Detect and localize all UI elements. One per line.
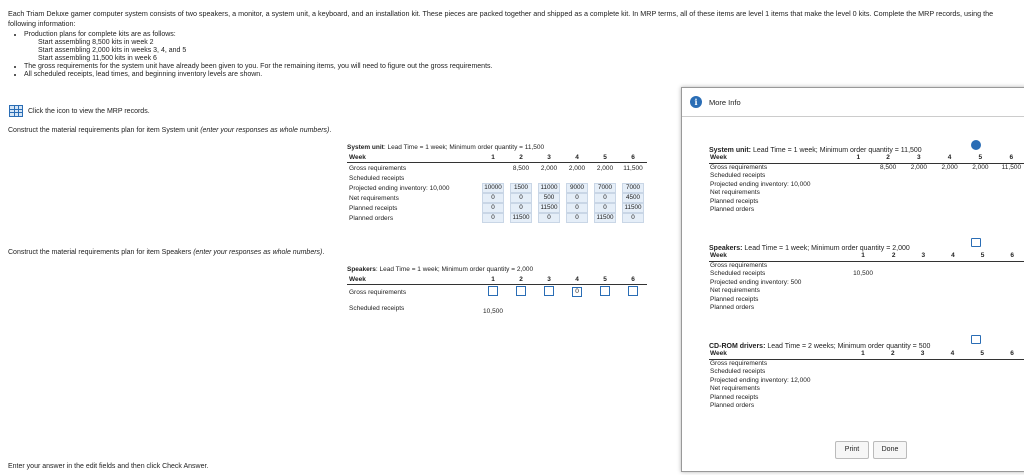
gross-4: 2,000	[941, 163, 958, 171]
week-3: 3	[535, 152, 563, 163]
system-unit-table	[347, 152, 647, 223]
week-2: 2	[507, 274, 535, 285]
bullet-scheduled: • All scheduled receipts, lead times, and beginning inventory levels are shown.	[24, 71, 1018, 79]
footer-instruction: Enter your answer in the edit fields and then click Check Answer.	[8, 463, 209, 470]
problem-statement	[8, 9, 1018, 79]
print-button[interactable]: Print	[835, 441, 869, 459]
info-icon: i	[690, 96, 702, 108]
bullet-text: Production plans for complete kits are as follows:	[24, 31, 176, 38]
week-1: 1	[479, 274, 507, 285]
info-system-unit	[709, 147, 1024, 215]
info-spk-title-rest: Lead Time = 1 week; Minimum order quantity = 2,000	[742, 245, 910, 252]
sys-title-bold: System unit	[347, 144, 384, 151]
projected-row	[347, 183, 647, 193]
answer-cell[interactable]: 11500	[594, 213, 616, 223]
system-unit-title	[347, 144, 647, 151]
week-label: Week	[709, 350, 848, 359]
info-spk-title-bold: Speakers:	[709, 245, 743, 252]
info-cd-title-bold: CD-ROM drivers:	[709, 343, 766, 350]
mrp-records-link[interactable]	[9, 105, 150, 117]
intro-paragraph: Each Triam Deluxe gamer computer system consists of two speakers, a monitor, a system unit, a keyboard, and an installation kit. These pieces are packed together and shipped as a complete kit. In MRP terms, all of these items are level 1 items that make the level 0 kits. Complete the MRP records, using the following information:	[8, 9, 994, 28]
net-row	[347, 193, 647, 203]
week-6: 6	[997, 252, 1024, 261]
q2-suffix: .	[322, 249, 325, 256]
answer-cell[interactable]: 11500	[622, 203, 644, 213]
week-1: 1	[848, 350, 878, 359]
bullet-production	[24, 31, 1018, 63]
gross-input-2[interactable]	[516, 286, 526, 296]
answer-cell[interactable]: 0	[566, 213, 588, 223]
row-label: Net requirements	[710, 385, 760, 392]
week-5: 5	[968, 252, 998, 261]
row-label: Planned orders	[710, 304, 755, 311]
info-cd-table	[709, 350, 1024, 411]
answer-cell[interactable]: 0	[482, 193, 504, 203]
week-4: 4	[938, 252, 968, 261]
answer-cell[interactable]: 7000	[622, 183, 644, 193]
info-spk-title	[709, 245, 1024, 252]
system-unit-mrp	[347, 144, 647, 223]
row-label: Planned receipts	[710, 393, 759, 401]
week-3: 3	[908, 350, 938, 359]
gross-3: 2,000	[910, 163, 927, 171]
gross-input-3[interactable]	[544, 286, 554, 296]
question-speakers	[8, 249, 324, 256]
gross-4: 2,000	[568, 164, 586, 172]
done-button[interactable]: Done	[873, 441, 907, 459]
row-label: Net requirements	[710, 189, 760, 196]
week-label: Week	[347, 274, 479, 285]
gross-1	[844, 163, 873, 172]
info-sys-title	[709, 147, 1024, 154]
row-label: Planned orders	[710, 402, 755, 409]
info-sys-title-rest: Lead Time = 1 week; Minimum order quantity = 11,500	[751, 147, 922, 154]
row-label: Net requirements	[710, 287, 760, 294]
table-icon[interactable]	[9, 105, 23, 117]
row-label: Scheduled receipts	[710, 368, 766, 375]
planned-receipts-label: Planned receipts	[349, 204, 398, 212]
gross-5: 2,000	[596, 164, 614, 172]
week-row	[347, 152, 647, 163]
row-label: Projected ending inventory: 10,000	[710, 180, 811, 188]
week-1: 1	[847, 252, 879, 261]
q2-italic: (enter your responses as whole numbers)	[193, 249, 323, 256]
week-label: Week	[347, 152, 479, 163]
q1-prefix: Construct the material requirements plan for item System unit	[8, 127, 201, 134]
answer-cell[interactable]: 1500	[510, 183, 532, 193]
gross-6: 11,500	[623, 164, 643, 172]
week-2: 2	[873, 154, 904, 163]
answer-cell[interactable]: 0	[510, 193, 532, 203]
answer-cell[interactable]: 0	[594, 193, 616, 203]
week-4: 4	[563, 274, 591, 285]
gross-label: Gross requirements	[349, 164, 407, 172]
row-label: Scheduled receipts	[710, 172, 766, 179]
week-5: 5	[591, 274, 619, 285]
answer-cell[interactable]: 0	[510, 203, 532, 213]
week-4: 4	[934, 154, 965, 163]
net-label: Net requirements	[349, 194, 399, 202]
week-4: 4	[938, 350, 968, 359]
answer-cell[interactable]: 11000	[538, 183, 560, 193]
scheduled-1: 10,500	[483, 308, 503, 315]
row-label: Gross requirements	[710, 359, 768, 367]
answer-cell[interactable]: 0	[482, 213, 504, 223]
week-label: Week	[709, 252, 847, 261]
info-cdrom	[709, 343, 1024, 411]
gross-2: 8,500	[512, 164, 530, 172]
info-list	[8, 31, 1018, 79]
answer-cell[interactable]: 0	[594, 203, 616, 213]
row-label: Planned receipts	[710, 197, 759, 205]
gross-label: Gross requirements	[349, 288, 407, 296]
q1-italic: (enter your responses as whole numbers)	[200, 127, 330, 134]
week-2: 2	[879, 252, 909, 261]
answer-cell[interactable]: 0	[538, 213, 560, 223]
answer-cell[interactable]: 7000	[594, 183, 616, 193]
answer-cell[interactable]: 0	[482, 203, 504, 213]
dialog-title: More Info	[709, 97, 741, 107]
week-5: 5	[965, 154, 996, 163]
row-label: Projected ending inventory: 500	[710, 278, 802, 286]
week-1: 1	[479, 152, 507, 163]
gross-row	[347, 285, 647, 300]
row-label: Gross requirements	[710, 163, 768, 171]
spk-title-bold: Speakers	[347, 266, 376, 273]
info-cd-title	[709, 343, 1024, 350]
gross-2: 8,500	[879, 163, 897, 171]
gross-input-6[interactable]	[628, 286, 638, 296]
gross-input-4[interactable]: 0	[572, 287, 582, 297]
sys-title-rest: : Lead Time = 1 week; Minimum order quantity = 11,500	[383, 144, 545, 151]
week-5: 5	[591, 152, 619, 163]
answer-cell[interactable]: 4500	[622, 193, 644, 203]
plan-week3-5: Start assembling 2,000 kits in weeks 3, 4, and 5	[38, 47, 187, 54]
info-sys-table	[709, 154, 1024, 215]
week-3: 3	[908, 252, 938, 261]
planned-receipts-row	[347, 203, 647, 213]
speakers-table	[347, 274, 647, 318]
dialog-header	[682, 88, 1024, 117]
planned-orders-label: Planned orders	[349, 214, 394, 222]
row-label: Gross requirements	[710, 261, 768, 269]
week-1: 1	[844, 154, 873, 163]
week-4: 4	[563, 152, 591, 163]
row-label: Planned receipts	[710, 295, 759, 303]
scheduled-label: Scheduled receipts	[349, 174, 405, 182]
row-label: Projected ending inventory: 12,000	[710, 376, 811, 384]
scheduled-row	[347, 173, 647, 183]
answer-cell[interactable]: 0	[566, 193, 588, 203]
answer-cell[interactable]: 500	[538, 193, 560, 203]
answer-cell[interactable]: 10000	[482, 183, 504, 193]
q2-prefix: Construct the material requirements plan for item Speakers	[8, 249, 194, 256]
info-spk-table	[709, 252, 1024, 313]
speakers-mrp	[347, 266, 647, 318]
scheduled-label: Scheduled receipts	[349, 305, 405, 312]
week-6: 6	[619, 152, 647, 163]
gross-6: 11,500	[1001, 163, 1022, 171]
scheduled-row	[347, 299, 647, 318]
row-label: Planned orders	[710, 206, 755, 213]
projected-label: Projected ending inventory: 10,000	[349, 184, 450, 192]
gross-input-1[interactable]	[488, 286, 498, 296]
answer-cell[interactable]: 11500	[538, 203, 560, 213]
week-6: 6	[619, 274, 647, 285]
info-sys-title-bold: System unit:	[709, 147, 752, 154]
scheduled-1: 10,500	[853, 270, 873, 277]
plan-week6: Start assembling 11,500 kits in week 6	[38, 55, 157, 62]
row-label: Scheduled receipts	[710, 270, 766, 277]
answer-cell[interactable]: 0	[622, 213, 644, 223]
week-3: 3	[535, 274, 563, 285]
bullet-gross: • The gross requirements for the system unit have already been given to you. For the remaining items, you will need to figure out the gross requirements.	[24, 63, 1018, 71]
week-5: 5	[967, 350, 997, 359]
gross-row	[347, 163, 647, 174]
gross-1	[479, 163, 507, 174]
planned-orders-row	[347, 213, 647, 223]
week-row	[347, 274, 647, 285]
gross-3: 2,000	[540, 164, 558, 172]
week-label: Week	[709, 154, 844, 163]
week-2: 2	[507, 152, 535, 163]
gross-input-5[interactable]	[600, 286, 610, 296]
week-3: 3	[903, 154, 934, 163]
gross-5: 2,000	[972, 163, 989, 171]
question-system-unit	[8, 127, 331, 134]
speakers-title	[347, 266, 647, 273]
week-2: 2	[878, 350, 908, 359]
answer-cell[interactable]: 9000	[566, 183, 588, 193]
more-info-dialog	[681, 87, 1024, 472]
info-cd-title-rest: Lead Time = 2 weeks; Minimum order quantity = 500	[765, 343, 931, 350]
answer-cell[interactable]: 0	[566, 203, 588, 213]
spk-title-rest: : Lead Time = 1 week; Minimum order quantity = 2,000	[375, 266, 534, 273]
q1-suffix: .	[329, 127, 332, 134]
answer-cell[interactable]: 11500	[510, 213, 532, 223]
week-6: 6	[997, 350, 1024, 359]
plan-week2: Start assembling 8,500 kits in week 2	[38, 39, 154, 46]
link-text[interactable]: Click the icon to view the MRP records.	[28, 107, 150, 115]
info-speakers	[709, 245, 1024, 313]
week-6: 6	[996, 154, 1024, 163]
